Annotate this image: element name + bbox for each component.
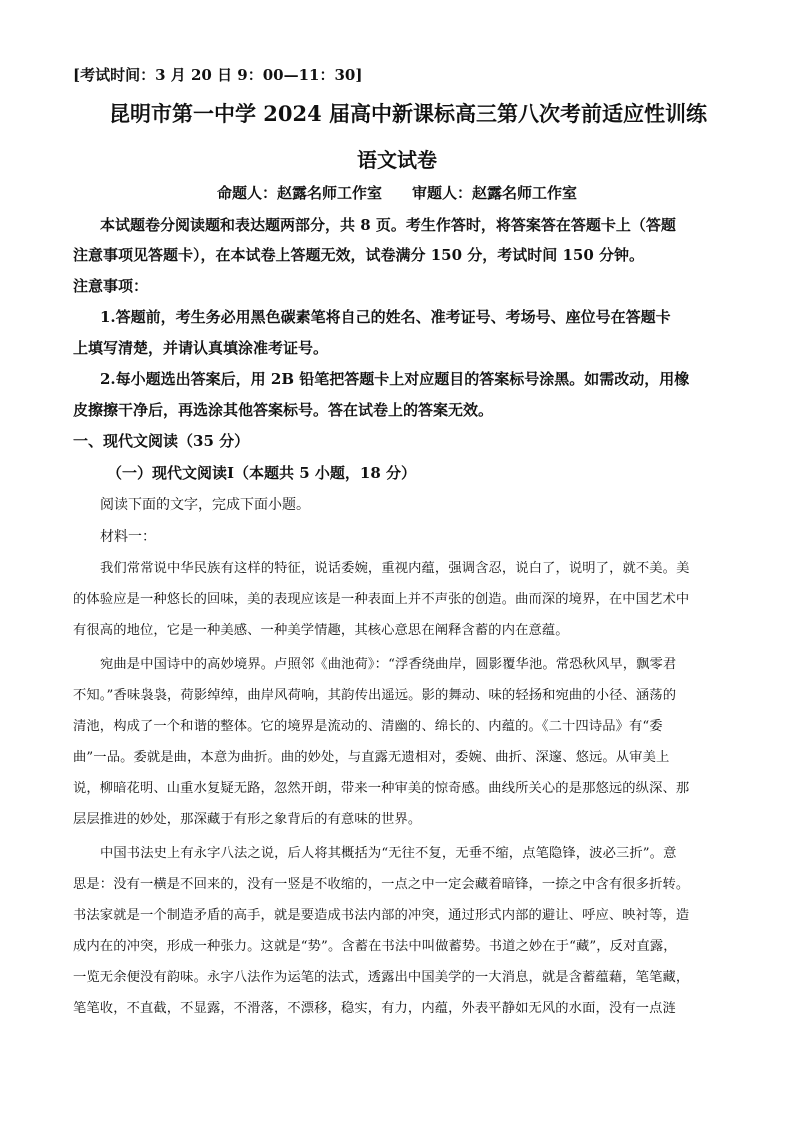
notice-item-1-line-1: 1.答题前，考生务必用黑色碳素笔将自己的姓名、准考证号、考场号、座位号在答题卡 [100, 308, 671, 326]
reading-instruction: 阅读下面的文字，完成下面小题。 [100, 497, 310, 513]
author-setter: 命题人：赵露名师工作室 [216, 184, 382, 202]
body-line: 思是：没有一横是不回来的，没有一竖是不收缩的，一点之中一定会藏着暗锋，一捺之中含有很多折转。 [73, 877, 690, 892]
notice-heading: 注意事项： [73, 277, 149, 295]
body-line: 层层推进的妙处，那深藏于有形之象背后的有意味的世界。 [73, 812, 422, 827]
author-reviewer: 审题人：赵露名师工作室 [412, 184, 578, 202]
body-line: 说，柳暗花明、山重水复疑无路，忽然开朗，带来一种审美的惊奇感。曲线所关心的是那悠远的纵深、那 [73, 781, 690, 796]
intro-line-2: 注意事项见答题卡），在本试卷上答题无效，试卷满分 150 分，考试时间 150 分钟。 [73, 246, 645, 264]
body-line: 一览无余便没有韵味。永字八法作为运笔的法式，透露出中国美学的一大消息，就是含蓄蕴藉，笔笔藏， [73, 970, 690, 985]
body-line: 不知。”香味袅袅，荷影绰绰，曲岸风荷响，其韵传出遥远。影的舞动、味的轻扬和宛曲的小径、涵荡的 [73, 688, 677, 703]
body-line: 中国书法史上有永字八法之说，后人将其概括为“无往不复，无垂不缩，点笔隐锋，波必三折”。意 [100, 846, 677, 861]
material-label: 材料一： [100, 529, 156, 545]
notice-item-2-line-1: 2.每小题选出答案后，用 2B 铅笔把答题卡上对应题目的答案标号涂黑。如需改动，用橡 [100, 370, 690, 388]
body-line: 宛曲是中国诗中的高妙境界。卢照邻《曲池荷》：“浮香绕曲岸，圆影覆华池。常恐秋风早，飘零君 [100, 657, 677, 672]
body-line: 我们常常说中华民族有这样的特征，说话委婉，重视内蕴，强调含忍，说白了，说明了，就不美。美 [100, 561, 690, 576]
notice-item-2-line-2: 皮擦擦干净后，再选涂其他答案标号。答在试卷上的答案无效。 [73, 401, 494, 419]
exam-time: [考试时间：3 月 20 日 9：00—11：30] [73, 66, 363, 84]
body-line: 成内在的冲突，形成一种张力。这就是“势”。含蓄在书法中叫做蓄势。书道之妙在于“藏”，反对直露， [73, 939, 677, 954]
body-line: 笔笔收，不直截，不显露，不滑落，不漂移，稳实，有力，内蕴，外表平静如无风的水面，没有一点涟 [73, 1001, 676, 1016]
body-line: 清池，构成了一个和谐的整体。它的境界是流动的、清幽的、绵长的、内蕴的。《二十四诗品》有“委 [73, 719, 663, 734]
subsection-heading: （一）现代文阅读Ⅰ（本题共 5 小题，18 分） [107, 464, 416, 482]
body-line: 有很高的地位，它是一种美感、一种美学情趣，其核心意思在阐释含蓄的内在意蕴。 [73, 623, 569, 638]
body-line: 曲”一品。委就是曲，本意为曲折。曲的妙处，与直露无遗相对，委婉、曲折、深邃、悠远。从审美上 [73, 750, 670, 765]
authors-line [0, 182, 794, 203]
page-subtitle: 语文试卷 [357, 148, 437, 172]
section-heading: 一、现代文阅读（35 分） [73, 432, 250, 450]
body-line: 的体验应是一种悠长的回味，美的表现应该是一种表面上并不声张的创造。曲而深的境界，在中国艺术中 [73, 592, 690, 607]
notice-item-1-line-2: 上填写清楚，并请认真填涂准考证号。 [73, 339, 329, 357]
body-line: 书法家就是一个制造矛盾的高手，就是要造成书法内部的冲突，通过形式内部的避让、呼应、映衬等，造 [73, 908, 690, 923]
intro-line-1: 本试题卷分阅读题和表达题两部分，共 8 页。考生作答时，将答案答在答题卡上（答题 [100, 216, 676, 234]
page-title: 昆明市第一中学 2024 届高中新课标高三第八次考前适应性训练 [108, 101, 708, 126]
